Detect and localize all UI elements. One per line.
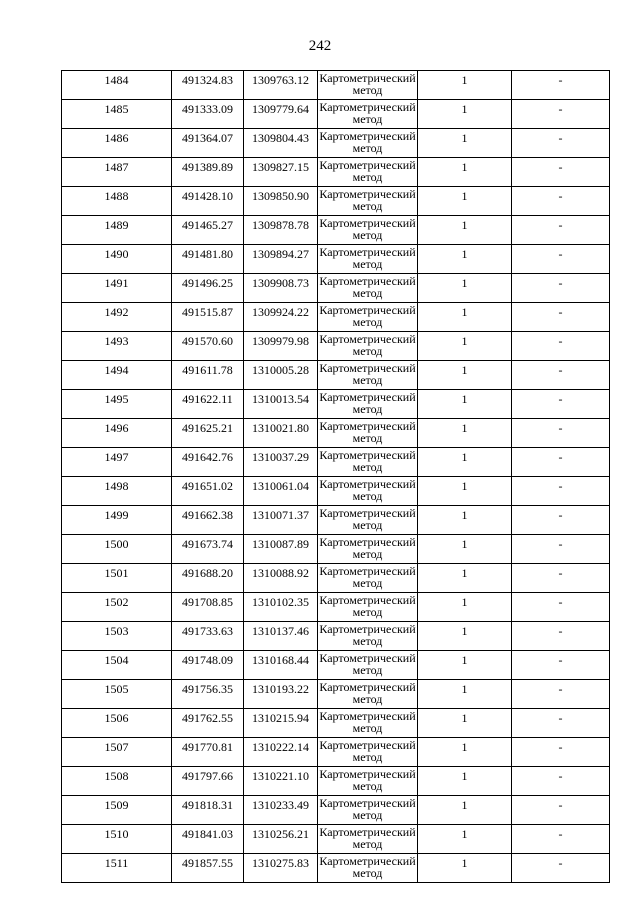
x-coordinate-cell: 491733.63	[172, 622, 244, 651]
precision-cell: 1	[418, 825, 512, 854]
method-cell: Картометрический метод	[318, 216, 418, 245]
precision-cell: 1	[418, 100, 512, 129]
note-cell: -	[512, 158, 610, 187]
note-cell: -	[512, 332, 610, 361]
x-coordinate-cell: 491622.11	[172, 390, 244, 419]
y-coordinate-cell: 1310021.80	[244, 419, 318, 448]
point-number-cell: 1487	[62, 158, 172, 187]
table-row	[62, 245, 610, 274]
precision-cell: 1	[418, 564, 512, 593]
x-coordinate-cell: 491611.78	[172, 361, 244, 390]
precision-cell: 1	[418, 593, 512, 622]
y-coordinate-cell: 1309878.78	[244, 216, 318, 245]
table-row	[62, 738, 610, 767]
y-coordinate-cell: 1310221.10	[244, 767, 318, 796]
note-cell: -	[512, 100, 610, 129]
note-cell: -	[512, 796, 610, 825]
precision-cell: 1	[418, 506, 512, 535]
y-coordinate-cell: 1310071.37	[244, 506, 318, 535]
note-cell: -	[512, 448, 610, 477]
note-cell: -	[512, 303, 610, 332]
y-coordinate-cell: 1310013.54	[244, 390, 318, 419]
method-cell: Картометрический метод	[318, 100, 418, 129]
note-cell: -	[512, 854, 610, 883]
table-row	[62, 564, 610, 593]
note-cell: -	[512, 419, 610, 448]
precision-cell: 1	[418, 332, 512, 361]
point-number-cell: 1504	[62, 651, 172, 680]
method-cell: Картометрический метод	[318, 245, 418, 274]
x-coordinate-cell: 491841.03	[172, 825, 244, 854]
y-coordinate-cell: 1310102.35	[244, 593, 318, 622]
table-row	[62, 100, 610, 129]
page-number: 242	[308, 38, 332, 54]
table-row	[62, 535, 610, 564]
y-coordinate-cell: 1309908.73	[244, 274, 318, 303]
method-cell: Картометрический метод	[318, 680, 418, 709]
table-row	[62, 390, 610, 419]
precision-cell: 1	[418, 216, 512, 245]
x-coordinate-cell: 491748.09	[172, 651, 244, 680]
table-row	[62, 332, 610, 361]
table-row	[62, 158, 610, 187]
x-coordinate-cell: 491481.80	[172, 245, 244, 274]
point-number-cell: 1510	[62, 825, 172, 854]
method-cell: Картометрический метод	[318, 332, 418, 361]
table-row	[62, 622, 610, 651]
method-cell: Картометрический метод	[318, 709, 418, 738]
x-coordinate-cell: 491818.31	[172, 796, 244, 825]
table-row	[62, 680, 610, 709]
y-coordinate-cell: 1310087.89	[244, 535, 318, 564]
note-cell: -	[512, 390, 610, 419]
precision-cell: 1	[418, 390, 512, 419]
point-number-cell: 1489	[62, 216, 172, 245]
x-coordinate-cell: 491673.74	[172, 535, 244, 564]
y-coordinate-cell: 1310222.14	[244, 738, 318, 767]
precision-cell: 1	[418, 71, 512, 100]
table-row	[62, 825, 610, 854]
point-number-cell: 1490	[62, 245, 172, 274]
x-coordinate-cell: 491496.25	[172, 274, 244, 303]
precision-cell: 1	[418, 448, 512, 477]
method-cell: Картометрический метод	[318, 390, 418, 419]
y-coordinate-cell: 1309850.90	[244, 187, 318, 216]
note-cell: -	[512, 709, 610, 738]
x-coordinate-cell: 491364.07	[172, 129, 244, 158]
method-cell: Картометрический метод	[318, 738, 418, 767]
y-coordinate-cell: 1309779.64	[244, 100, 318, 129]
precision-cell: 1	[418, 187, 512, 216]
x-coordinate-cell: 491662.38	[172, 506, 244, 535]
note-cell: -	[512, 506, 610, 535]
point-number-cell: 1507	[62, 738, 172, 767]
table-row	[62, 854, 610, 883]
table-row	[62, 448, 610, 477]
point-number-cell: 1509	[62, 796, 172, 825]
precision-cell: 1	[418, 680, 512, 709]
y-coordinate-cell: 1309827.15	[244, 158, 318, 187]
y-coordinate-cell: 1310037.29	[244, 448, 318, 477]
point-number-cell: 1484	[62, 71, 172, 100]
table-row	[62, 216, 610, 245]
table-row	[62, 506, 610, 535]
point-number-cell: 1494	[62, 361, 172, 390]
point-number-cell: 1498	[62, 477, 172, 506]
x-coordinate-cell: 491770.81	[172, 738, 244, 767]
x-coordinate-cell: 491762.55	[172, 709, 244, 738]
method-cell: Картометрический метод	[318, 158, 418, 187]
note-cell: -	[512, 129, 610, 158]
point-number-cell: 1500	[62, 535, 172, 564]
method-cell: Картометрический метод	[318, 361, 418, 390]
x-coordinate-cell: 491688.20	[172, 564, 244, 593]
method-cell: Картометрический метод	[318, 419, 418, 448]
point-number-cell: 1488	[62, 187, 172, 216]
table-row	[62, 361, 610, 390]
note-cell: -	[512, 361, 610, 390]
precision-cell: 1	[418, 767, 512, 796]
note-cell: -	[512, 216, 610, 245]
precision-cell: 1	[418, 158, 512, 187]
point-number-cell: 1508	[62, 767, 172, 796]
note-cell: -	[512, 187, 610, 216]
table-row	[62, 477, 610, 506]
x-coordinate-cell: 491333.09	[172, 100, 244, 129]
precision-cell: 1	[418, 274, 512, 303]
table-row	[62, 129, 610, 158]
y-coordinate-cell: 1310005.28	[244, 361, 318, 390]
precision-cell: 1	[418, 419, 512, 448]
x-coordinate-cell: 491515.87	[172, 303, 244, 332]
note-cell: -	[512, 767, 610, 796]
y-coordinate-cell: 1310168.44	[244, 651, 318, 680]
note-cell: -	[512, 274, 610, 303]
precision-cell: 1	[418, 361, 512, 390]
method-cell: Картометрический метод	[318, 477, 418, 506]
x-coordinate-cell: 491428.10	[172, 187, 244, 216]
table-row	[62, 274, 610, 303]
y-coordinate-cell: 1309924.22	[244, 303, 318, 332]
point-number-cell: 1502	[62, 593, 172, 622]
note-cell: -	[512, 593, 610, 622]
method-cell: Картометрический метод	[318, 129, 418, 158]
point-number-cell: 1503	[62, 622, 172, 651]
coordinates-table	[61, 70, 610, 883]
point-number-cell: 1485	[62, 100, 172, 129]
method-cell: Картометрический метод	[318, 593, 418, 622]
precision-cell: 1	[418, 709, 512, 738]
precision-cell: 1	[418, 651, 512, 680]
y-coordinate-cell: 1310193.22	[244, 680, 318, 709]
point-number-cell: 1496	[62, 419, 172, 448]
precision-cell: 1	[418, 477, 512, 506]
x-coordinate-cell: 491756.35	[172, 680, 244, 709]
method-cell: Картометрический метод	[318, 187, 418, 216]
precision-cell: 1	[418, 535, 512, 564]
note-cell: -	[512, 71, 610, 100]
note-cell: -	[512, 535, 610, 564]
method-cell: Картометрический метод	[318, 535, 418, 564]
point-number-cell: 1506	[62, 709, 172, 738]
note-cell: -	[512, 738, 610, 767]
x-coordinate-cell: 491570.60	[172, 332, 244, 361]
precision-cell: 1	[418, 129, 512, 158]
point-number-cell: 1501	[62, 564, 172, 593]
method-cell: Картометрический метод	[318, 303, 418, 332]
table-row	[62, 303, 610, 332]
table-row	[62, 709, 610, 738]
x-coordinate-cell: 491797.66	[172, 767, 244, 796]
note-cell: -	[512, 622, 610, 651]
method-cell: Картометрический метод	[318, 506, 418, 535]
point-number-cell: 1495	[62, 390, 172, 419]
point-number-cell: 1499	[62, 506, 172, 535]
note-cell: -	[512, 651, 610, 680]
note-cell: -	[512, 477, 610, 506]
x-coordinate-cell: 491708.85	[172, 593, 244, 622]
x-coordinate-cell: 491324.83	[172, 71, 244, 100]
point-number-cell: 1511	[62, 854, 172, 883]
method-cell: Картометрический метод	[318, 448, 418, 477]
y-coordinate-cell: 1309804.43	[244, 129, 318, 158]
method-cell: Картометрический метод	[318, 651, 418, 680]
method-cell: Картометрический метод	[318, 796, 418, 825]
method-cell: Картометрический метод	[318, 71, 418, 100]
table-row	[62, 419, 610, 448]
point-number-cell: 1505	[62, 680, 172, 709]
note-cell: -	[512, 564, 610, 593]
y-coordinate-cell: 1310137.46	[244, 622, 318, 651]
table-row	[62, 767, 610, 796]
table-body	[62, 71, 610, 883]
x-coordinate-cell: 491625.21	[172, 419, 244, 448]
note-cell: -	[512, 680, 610, 709]
note-cell: -	[512, 825, 610, 854]
method-cell: Картометрический метод	[318, 854, 418, 883]
y-coordinate-cell: 1309763.12	[244, 71, 318, 100]
table-row	[62, 71, 610, 100]
precision-cell: 1	[418, 854, 512, 883]
y-coordinate-cell: 1310275.83	[244, 854, 318, 883]
point-number-cell: 1486	[62, 129, 172, 158]
y-coordinate-cell: 1310088.92	[244, 564, 318, 593]
table-row	[62, 187, 610, 216]
y-coordinate-cell: 1310215.94	[244, 709, 318, 738]
method-cell: Картометрический метод	[318, 767, 418, 796]
x-coordinate-cell: 491642.76	[172, 448, 244, 477]
point-number-cell: 1497	[62, 448, 172, 477]
y-coordinate-cell: 1310233.49	[244, 796, 318, 825]
point-number-cell: 1493	[62, 332, 172, 361]
y-coordinate-cell: 1309979.98	[244, 332, 318, 361]
method-cell: Картометрический метод	[318, 622, 418, 651]
precision-cell: 1	[418, 622, 512, 651]
method-cell: Картометрический метод	[318, 825, 418, 854]
x-coordinate-cell: 491857.55	[172, 854, 244, 883]
table-row	[62, 651, 610, 680]
table-row	[62, 796, 610, 825]
y-coordinate-cell: 1310256.21	[244, 825, 318, 854]
precision-cell: 1	[418, 245, 512, 274]
precision-cell: 1	[418, 796, 512, 825]
method-cell: Картометрический метод	[318, 564, 418, 593]
y-coordinate-cell: 1310061.04	[244, 477, 318, 506]
precision-cell: 1	[418, 303, 512, 332]
note-cell: -	[512, 245, 610, 274]
y-coordinate-cell: 1309894.27	[244, 245, 318, 274]
point-number-cell: 1491	[62, 274, 172, 303]
precision-cell: 1	[418, 738, 512, 767]
x-coordinate-cell: 491651.02	[172, 477, 244, 506]
x-coordinate-cell: 491465.27	[172, 216, 244, 245]
point-number-cell: 1492	[62, 303, 172, 332]
method-cell: Картометрический метод	[318, 274, 418, 303]
table-row	[62, 593, 610, 622]
x-coordinate-cell: 491389.89	[172, 158, 244, 187]
